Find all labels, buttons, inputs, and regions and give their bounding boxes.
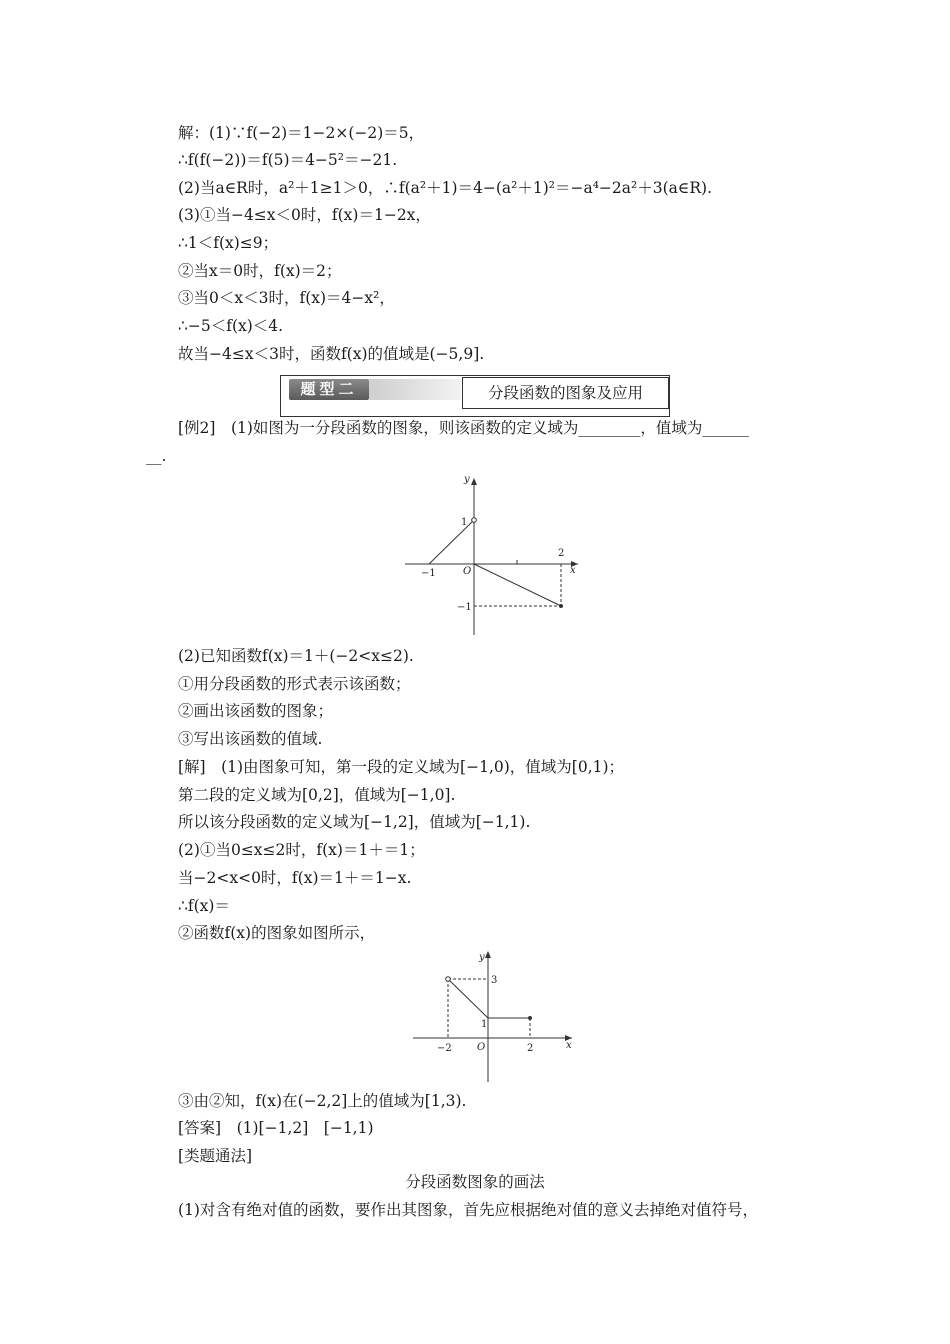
method-label: [类题通法] bbox=[178, 1147, 253, 1165]
answer-line-6: ∴f(x)＝ bbox=[178, 897, 230, 915]
banner-shade bbox=[369, 379, 461, 400]
problem-line-2: ①用分段函数的形式表示该函数； bbox=[178, 675, 411, 693]
piecewise-graph-1 bbox=[400, 470, 590, 640]
answer-key: [答案] (1)[−1,2] [−1,1) bbox=[178, 1119, 374, 1137]
answer-line-1: [解] (1)由图象可知，第一段的定义域为[−1,0)，值域为[0,1)； bbox=[178, 758, 625, 776]
open-point bbox=[446, 977, 451, 982]
answer-line-8: ③由②知，f(x)在(−2,2]上的值域为[1,3). bbox=[178, 1092, 467, 1110]
section-title: 分段函数的图象及应用 bbox=[462, 377, 669, 409]
solution-line-1: 解：(1)∵f(−2)＝1−2×(−2)＝5， bbox=[178, 124, 425, 142]
answer-line-5: 当−2<x<0时，f(x)＝1＋＝1−x. bbox=[178, 869, 412, 887]
tick-label-x2: 2 bbox=[558, 548, 565, 559]
method-line-1: (1)对含有绝对值的函数，要作出其图象，首先应根据绝对值的意义去掉绝对值符号， bbox=[178, 1201, 758, 1219]
section-banner bbox=[280, 375, 670, 417]
solution-line-8: ∴−5＜f(x)＜4. bbox=[178, 317, 284, 335]
tick-label-x2: 2 bbox=[527, 1043, 534, 1054]
section-tag: 题型二 bbox=[289, 379, 369, 400]
closed-point bbox=[528, 1016, 532, 1020]
closed-point bbox=[559, 604, 563, 608]
tick-label-ym1: −1 bbox=[457, 602, 472, 613]
solution-line-5: ∴1＜f(x)≤9； bbox=[178, 234, 279, 252]
answer-line-2: 第二段的定义域为[0,2]，值域为[−1,0]. bbox=[178, 786, 456, 804]
tick-label-xm1: −1 bbox=[421, 568, 436, 579]
problem-line-3: ②画出该函数的图象； bbox=[178, 702, 334, 720]
y-label: y bbox=[464, 474, 470, 485]
y-label: y bbox=[479, 952, 485, 963]
answer-line-7: ②函数f(x)的图象如图所示， bbox=[178, 924, 376, 942]
answer-line-3: 所以该分段函数的定义域为[−1,2]，值域为[−1,1). bbox=[178, 813, 531, 831]
problem-line-4: ③写出该函数的值域. bbox=[178, 730, 323, 748]
solution-line-9: 故当−4≤x＜3时，函数f(x)的值域是(−5,9]. bbox=[178, 345, 485, 363]
tick-label-y1: 1 bbox=[481, 1019, 488, 1030]
tick-label-y3: 3 bbox=[491, 975, 498, 986]
solution-line-7: ③当0＜x＜3时，f(x)＝4−x²， bbox=[178, 289, 395, 307]
solution-line-3: (2)当a∈R时，a²＋1≥1＞0，∴f(a²＋1)＝4−(a²＋1)²＝−a⁴−2a²＋3(a∈R). bbox=[178, 179, 713, 197]
tick-label-xm2: −2 bbox=[437, 1043, 452, 1054]
example-line-1: [例2] (1)如图为一分段函数的图象，则该函数的定义域为________，值域为______ bbox=[178, 419, 749, 437]
answer-line-4: (2)①当0≤x≤2时，f(x)＝1＋＝1； bbox=[178, 841, 425, 859]
origin-label: O bbox=[477, 1042, 486, 1053]
open-point bbox=[472, 518, 477, 523]
origin-label: O bbox=[463, 566, 472, 577]
segment-2 bbox=[474, 564, 561, 606]
x-label: x bbox=[566, 1040, 572, 1051]
tick-label-y1: 1 bbox=[461, 517, 468, 528]
segment-1 bbox=[448, 979, 488, 1018]
problem-line-1: (2)已知函数f(x)＝1＋(−2<x≤2). bbox=[178, 647, 414, 665]
example-line-2: __. bbox=[146, 447, 167, 465]
x-label: x bbox=[570, 565, 576, 576]
solution-line-4: (3)①当−4≤x＜0时，f(x)＝1−2x， bbox=[178, 206, 431, 224]
solution-line-2: ∴f(f(−2))＝f(5)＝4−5²＝−21. bbox=[178, 151, 398, 169]
method-heading: 分段函数图象的画法 bbox=[405, 1173, 545, 1191]
solution-line-6: ②当x＝0时，f(x)＝2； bbox=[178, 262, 342, 280]
piecewise-graph-2 bbox=[410, 948, 580, 1086]
y-arrow bbox=[485, 951, 491, 958]
y-arrow bbox=[471, 478, 477, 485]
